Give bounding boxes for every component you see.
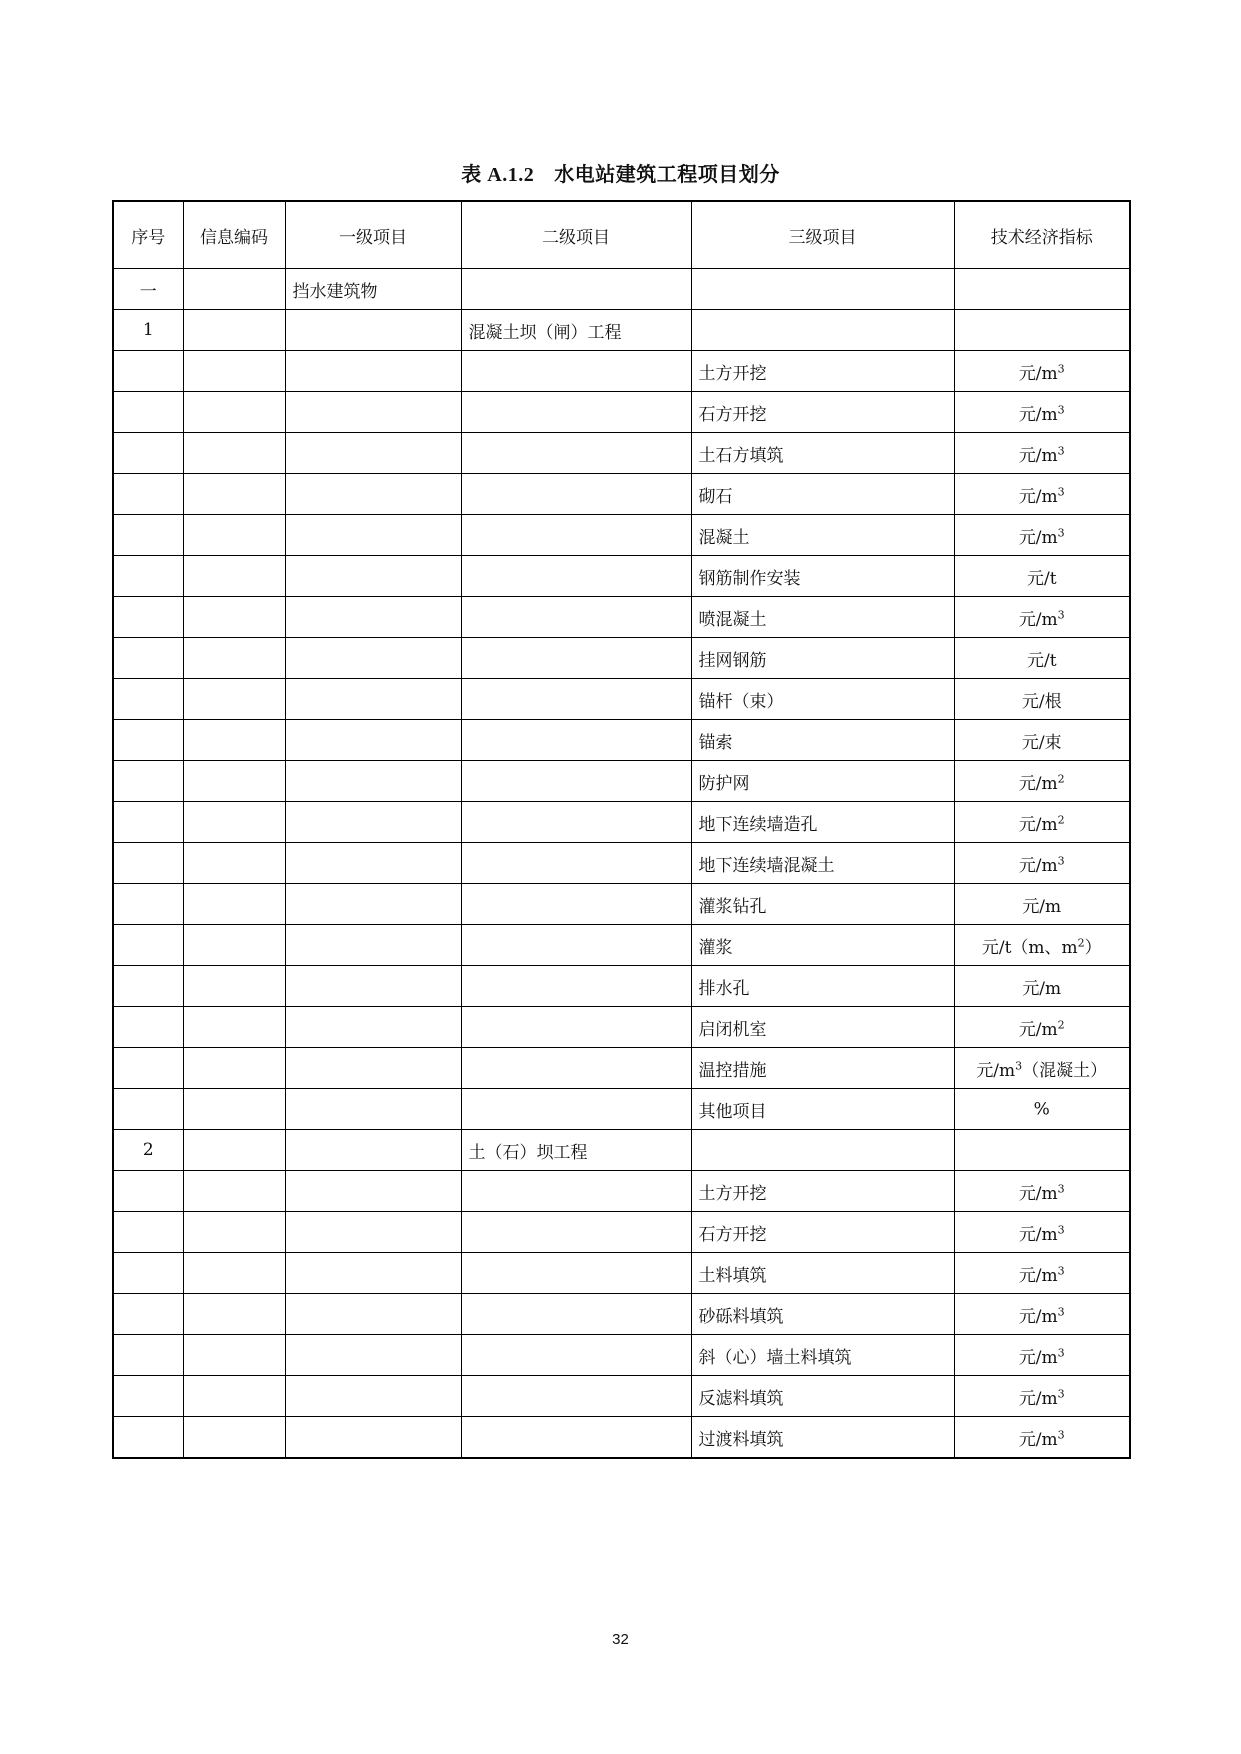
row-level1-cell <box>285 1171 461 1212</box>
row-seq-cell: 2 <box>113 1130 183 1171</box>
indicator-exponent: 3 <box>1057 402 1065 416</box>
row-level2-cell <box>461 556 691 597</box>
row-seq-cell <box>113 474 183 515</box>
table-row <box>113 843 1130 884</box>
row-level2-cell <box>461 1007 691 1048</box>
table-row <box>113 884 1130 925</box>
row-level2-cell <box>461 597 691 638</box>
indicator-unit: 元/m <box>1018 609 1058 630</box>
table-row <box>113 802 1130 843</box>
row-level3-cell: 地下连续墙造孔 <box>691 802 954 843</box>
row-indicator-cell <box>954 1376 1130 1417</box>
row-code-cell <box>183 474 285 515</box>
row-level3-cell: 启闭机室 <box>691 1007 954 1048</box>
row-seq-cell <box>113 515 183 556</box>
row-seq-cell <box>113 1171 183 1212</box>
row-level3-cell: 地下连续墙混凝土 <box>691 843 954 884</box>
row-seq-cell <box>113 1417 183 1459</box>
row-level1-cell <box>285 1417 461 1459</box>
row-level1-cell <box>285 1212 461 1253</box>
row-level1-cell <box>285 392 461 433</box>
row-level2-cell <box>461 433 691 474</box>
row-seq-cell <box>113 966 183 1007</box>
row-level3-cell: 温控措施 <box>691 1048 954 1089</box>
row-level3-cell: 砌石 <box>691 474 954 515</box>
row-level1-cell <box>285 638 461 679</box>
row-indicator-cell <box>954 269 1130 310</box>
table-body <box>113 269 1130 1459</box>
row-seq-cell <box>113 1007 183 1048</box>
row-level2-cell <box>461 802 691 843</box>
row-seq-cell <box>113 679 183 720</box>
row-code-cell <box>183 310 285 351</box>
row-level2-cell <box>461 843 691 884</box>
header-level3: 三级项目 <box>691 201 954 269</box>
row-code-cell <box>183 1335 285 1376</box>
row-level2-cell <box>461 351 691 392</box>
row-code-cell <box>183 1376 285 1417</box>
indicator-suffix: （混凝土） <box>1022 1060 1108 1081</box>
row-seq-cell <box>113 761 183 802</box>
row-indicator-cell <box>954 1130 1130 1171</box>
row-indicator-cell <box>954 515 1130 556</box>
row-level3-cell: 混凝土 <box>691 515 954 556</box>
table-row <box>113 1335 1130 1376</box>
row-seq-cell <box>113 597 183 638</box>
row-indicator-cell <box>954 1294 1130 1335</box>
table-row <box>113 720 1130 761</box>
table-row <box>113 474 1130 515</box>
row-level3-cell: 反滤料填筑 <box>691 1376 954 1417</box>
indicator-unit: 元/m <box>1018 363 1058 384</box>
table-row <box>113 1171 1130 1212</box>
row-code-cell <box>183 1212 285 1253</box>
header-code: 信息编码 <box>183 201 285 269</box>
row-code-cell <box>183 638 285 679</box>
row-code-cell <box>183 925 285 966</box>
row-code-cell <box>183 269 285 310</box>
indicator-unit: 元/m <box>1018 814 1058 835</box>
row-level2-cell <box>461 1089 691 1130</box>
row-level2-cell: 混凝土坝（闸）工程 <box>461 310 691 351</box>
row-level1-cell <box>285 515 461 556</box>
indicator-unit: 元/m <box>1018 1306 1058 1327</box>
row-seq-cell: 一 <box>113 269 183 310</box>
row-level3-cell <box>691 310 954 351</box>
indicator-unit: 元/m <box>1022 978 1062 999</box>
indicator-exponent: 3 <box>1057 1304 1065 1318</box>
row-level3-cell: 喷混凝土 <box>691 597 954 638</box>
row-level2-cell <box>461 474 691 515</box>
table-row <box>113 351 1130 392</box>
row-level2-cell <box>461 966 691 1007</box>
row-level2-cell <box>461 1171 691 1212</box>
row-code-cell <box>183 392 285 433</box>
row-level1-cell <box>285 802 461 843</box>
row-level1-cell <box>285 843 461 884</box>
row-indicator-cell <box>954 761 1130 802</box>
indicator-unit: 元/t <box>1026 568 1057 589</box>
row-code-cell <box>183 802 285 843</box>
row-code-cell <box>183 1089 285 1130</box>
indicator-exponent: 3 <box>1057 853 1065 867</box>
indicator-exponent: 3 <box>1057 1427 1065 1441</box>
table-row <box>113 515 1130 556</box>
row-code-cell <box>183 1253 285 1294</box>
indicator-unit: 元/m <box>1018 404 1058 425</box>
row-seq-cell <box>113 1376 183 1417</box>
row-level1-cell <box>285 1130 461 1171</box>
row-level3-cell: 锚索 <box>691 720 954 761</box>
indicator-exponent: 3 <box>1057 607 1065 621</box>
table-row <box>113 1376 1130 1417</box>
row-indicator-cell <box>954 1335 1130 1376</box>
indicator-unit: 元/m <box>1018 1183 1058 1204</box>
row-code-cell <box>183 351 285 392</box>
row-level2-cell <box>461 679 691 720</box>
row-level1-cell <box>285 966 461 1007</box>
row-level1-cell <box>285 679 461 720</box>
table-row <box>113 1089 1130 1130</box>
row-code-cell <box>183 1130 285 1171</box>
row-level1-cell <box>285 884 461 925</box>
row-level2-cell <box>461 392 691 433</box>
row-indicator-cell <box>954 310 1130 351</box>
table-row <box>113 392 1130 433</box>
row-code-cell <box>183 1171 285 1212</box>
row-indicator-cell <box>954 1007 1130 1048</box>
table-header-row <box>113 201 1130 269</box>
row-level1-cell <box>285 1007 461 1048</box>
row-seq-cell <box>113 1294 183 1335</box>
row-code-cell <box>183 884 285 925</box>
row-level2-cell: 土（石）坝工程 <box>461 1130 691 1171</box>
row-level1-cell <box>285 1294 461 1335</box>
row-seq-cell <box>113 1048 183 1089</box>
row-level3-cell: 灌浆钻孔 <box>691 884 954 925</box>
row-level3-cell: 斜（心）墙土料填筑 <box>691 1335 954 1376</box>
row-code-cell <box>183 433 285 474</box>
row-code-cell <box>183 720 285 761</box>
row-code-cell <box>183 1294 285 1335</box>
table-row <box>113 679 1130 720</box>
row-seq-cell <box>113 1089 183 1130</box>
row-code-cell <box>183 966 285 1007</box>
row-seq-cell <box>113 638 183 679</box>
indicator-exponent: 3 <box>1057 1386 1065 1400</box>
indicator-unit: 元/m <box>1018 1224 1058 1245</box>
row-level1-cell: 挡水建筑物 <box>285 269 461 310</box>
row-level2-cell <box>461 638 691 679</box>
indicator-unit: 元/束 <box>1021 732 1062 753</box>
indicator-unit: 元/m <box>1018 1019 1058 1040</box>
indicator-unit: 元/m <box>976 1060 1016 1081</box>
indicator-unit: 元/m <box>1018 1347 1058 1368</box>
indicator-exponent: 3 <box>1057 361 1065 375</box>
row-level2-cell <box>461 1417 691 1459</box>
row-code-cell <box>183 761 285 802</box>
indicator-exponent: 3 <box>1057 443 1065 457</box>
row-indicator-cell <box>954 351 1130 392</box>
indicator-exponent: 3 <box>1057 1345 1065 1359</box>
row-code-cell <box>183 1007 285 1048</box>
row-code-cell <box>183 679 285 720</box>
row-level2-cell <box>461 1048 691 1089</box>
header-indicator: 技术经济指标 <box>954 201 1130 269</box>
row-indicator-cell <box>954 1417 1130 1459</box>
row-level3-cell: 石方开挖 <box>691 392 954 433</box>
row-indicator-cell <box>954 1212 1130 1253</box>
table-row <box>113 1130 1130 1171</box>
row-indicator-cell <box>954 966 1130 1007</box>
table-row <box>113 966 1130 1007</box>
indicator-exponent: 2 <box>1057 812 1065 826</box>
row-seq-cell <box>113 720 183 761</box>
table-row <box>113 1417 1130 1459</box>
row-level2-cell <box>461 269 691 310</box>
table-row <box>113 556 1130 597</box>
row-seq-cell <box>113 392 183 433</box>
row-seq-cell: 1 <box>113 310 183 351</box>
row-level2-cell <box>461 720 691 761</box>
row-level1-cell <box>285 720 461 761</box>
row-level1-cell <box>285 556 461 597</box>
indicator-unit: 元/t <box>1026 650 1057 671</box>
indicator-unit: 元/m <box>1018 1429 1058 1450</box>
row-indicator-cell <box>954 556 1130 597</box>
row-level2-cell <box>461 1376 691 1417</box>
row-level3-cell: 排水孔 <box>691 966 954 1007</box>
indicator-exponent: 3 <box>1057 525 1065 539</box>
row-level2-cell <box>461 925 691 966</box>
row-indicator-cell <box>954 1253 1130 1294</box>
row-seq-cell <box>113 843 183 884</box>
row-level1-cell <box>285 310 461 351</box>
row-level3-cell <box>691 269 954 310</box>
row-indicator-cell <box>954 802 1130 843</box>
row-seq-cell <box>113 1212 183 1253</box>
row-level2-cell <box>461 884 691 925</box>
indicator-unit: 元/m <box>1018 773 1058 794</box>
row-level1-cell <box>285 1089 461 1130</box>
indicator-unit: 元/t（m、m <box>981 937 1078 958</box>
row-indicator-cell <box>954 1171 1130 1212</box>
row-seq-cell <box>113 802 183 843</box>
indicator-exponent: 3 <box>1015 1058 1023 1072</box>
row-indicator-cell <box>954 474 1130 515</box>
table-title-text: 水电站建筑工程项目划分 <box>554 162 780 186</box>
row-seq-cell <box>113 351 183 392</box>
indicator-exponent: 3 <box>1057 484 1065 498</box>
table-row <box>113 1294 1130 1335</box>
row-code-cell <box>183 597 285 638</box>
row-level3-cell: 土方开挖 <box>691 351 954 392</box>
table-row <box>113 925 1130 966</box>
table-row <box>113 1048 1130 1089</box>
indicator-unit: 元/m <box>1018 1265 1058 1286</box>
row-level3-cell: 过渡料填筑 <box>691 1417 954 1459</box>
indicator-unit: 元/m <box>1018 1388 1058 1409</box>
header-level2: 二级项目 <box>461 201 691 269</box>
row-indicator-cell <box>954 1048 1130 1089</box>
table-row <box>113 269 1130 310</box>
row-seq-cell <box>113 433 183 474</box>
row-indicator-cell <box>954 433 1130 474</box>
row-level3-cell: 土方开挖 <box>691 1171 954 1212</box>
row-indicator-cell <box>954 843 1130 884</box>
indicator-unit: 元/m <box>1018 527 1058 548</box>
row-indicator-cell <box>954 925 1130 966</box>
indicator-unit: 元/m <box>1018 855 1058 876</box>
indicator-unit: % <box>1033 1099 1050 1120</box>
row-indicator-cell <box>954 638 1130 679</box>
indicator-unit: 元/根 <box>1021 691 1062 712</box>
indicator-exponent: 2 <box>1077 935 1085 949</box>
row-level3-cell: 石方开挖 <box>691 1212 954 1253</box>
row-level1-cell <box>285 925 461 966</box>
row-level3-cell: 钢筋制作安装 <box>691 556 954 597</box>
row-level1-cell <box>285 351 461 392</box>
row-level2-cell <box>461 761 691 802</box>
indicator-unit: 元/m <box>1022 896 1062 917</box>
row-seq-cell <box>113 884 183 925</box>
row-level1-cell <box>285 1335 461 1376</box>
header-level1: 一级项目 <box>285 201 461 269</box>
row-level3-cell: 其他项目 <box>691 1089 954 1130</box>
table-row <box>113 638 1130 679</box>
table-title <box>0 158 1241 187</box>
indicator-exponent: 2 <box>1057 1017 1065 1031</box>
header-seq: 序号 <box>113 201 183 269</box>
row-indicator-cell <box>954 1089 1130 1130</box>
row-level2-cell <box>461 1253 691 1294</box>
row-level3-cell: 灌浆 <box>691 925 954 966</box>
row-indicator-cell <box>954 679 1130 720</box>
indicator-suffix: ） <box>1084 937 1102 958</box>
table-number: 表 A.1.2 <box>461 164 535 186</box>
row-seq-cell <box>113 1253 183 1294</box>
table-row <box>113 597 1130 638</box>
row-indicator-cell <box>954 720 1130 761</box>
row-level1-cell <box>285 597 461 638</box>
row-seq-cell <box>113 925 183 966</box>
row-indicator-cell <box>954 392 1130 433</box>
table-row <box>113 433 1130 474</box>
row-code-cell <box>183 1048 285 1089</box>
row-code-cell <box>183 843 285 884</box>
row-code-cell <box>183 556 285 597</box>
indicator-exponent: 2 <box>1057 771 1065 785</box>
row-code-cell <box>183 1417 285 1459</box>
row-level3-cell: 砂砾料填筑 <box>691 1294 954 1335</box>
row-level2-cell <box>461 515 691 556</box>
row-level3-cell: 锚杆（束） <box>691 679 954 720</box>
table-row <box>113 1212 1130 1253</box>
row-level1-cell <box>285 433 461 474</box>
row-level3-cell: 防护网 <box>691 761 954 802</box>
table-row <box>113 1007 1130 1048</box>
page-number: 32 <box>612 1631 629 1648</box>
indicator-exponent: 3 <box>1057 1222 1065 1236</box>
indicator-exponent: 3 <box>1057 1263 1065 1277</box>
indicator-unit: 元/m <box>1018 445 1058 466</box>
row-seq-cell <box>113 556 183 597</box>
project-division-table <box>112 200 1131 1459</box>
row-level1-cell <box>285 1048 461 1089</box>
row-level3-cell: 土石方填筑 <box>691 433 954 474</box>
row-level2-cell <box>461 1294 691 1335</box>
row-level3-cell <box>691 1130 954 1171</box>
row-code-cell <box>183 515 285 556</box>
row-level1-cell <box>285 1376 461 1417</box>
row-level1-cell <box>285 474 461 515</box>
row-level1-cell <box>285 1253 461 1294</box>
row-level1-cell <box>285 761 461 802</box>
table-row <box>113 1253 1130 1294</box>
row-level2-cell <box>461 1212 691 1253</box>
indicator-unit: 元/m <box>1018 486 1058 507</box>
table-row <box>113 761 1130 802</box>
indicator-exponent: 3 <box>1057 1181 1065 1195</box>
row-indicator-cell <box>954 597 1130 638</box>
row-level3-cell: 土料填筑 <box>691 1253 954 1294</box>
row-level2-cell <box>461 1335 691 1376</box>
row-indicator-cell <box>954 884 1130 925</box>
table-row <box>113 310 1130 351</box>
row-seq-cell <box>113 1335 183 1376</box>
row-level3-cell: 挂网钢筋 <box>691 638 954 679</box>
